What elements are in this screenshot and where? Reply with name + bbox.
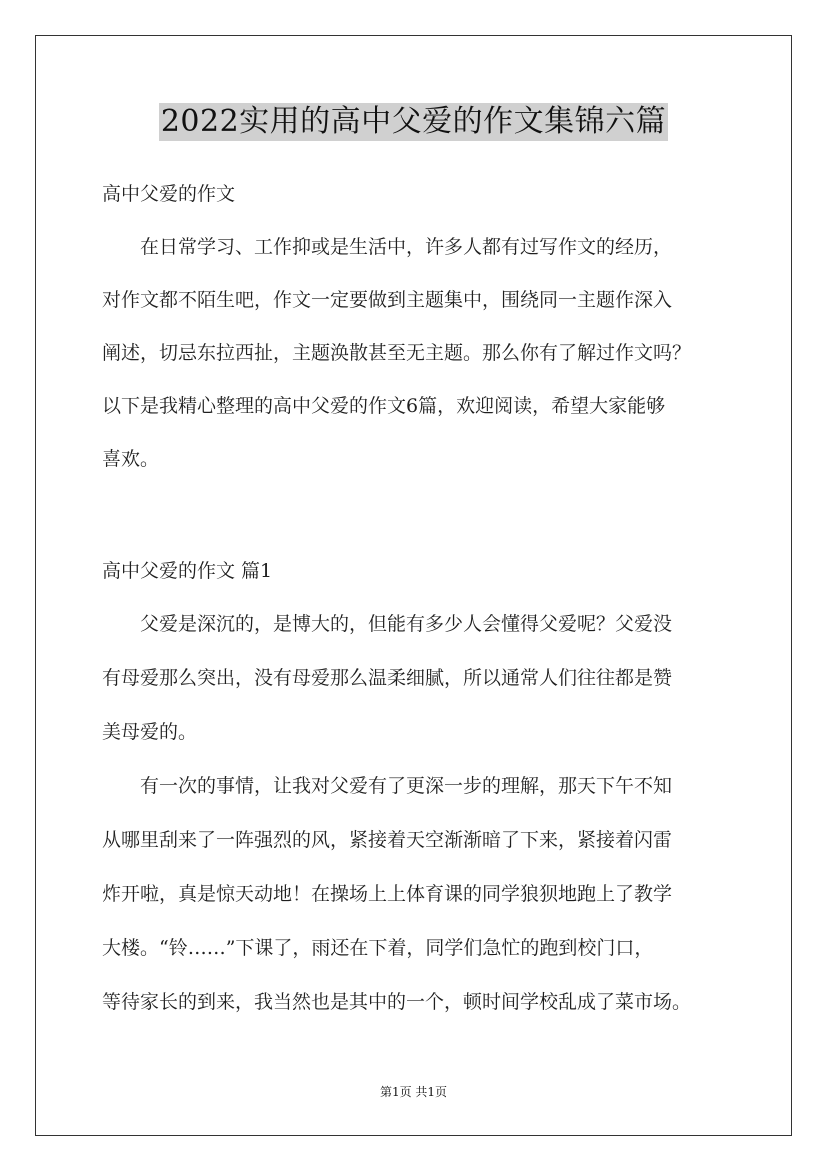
intro-heading: 高中父爱的作文 <box>102 183 236 205</box>
intro-line: 在日常学习、工作抑或是生活中，许多人都有过写作文的经历， <box>102 236 673 258</box>
paragraph-line: 大楼。“铃……”下课了，雨还在下着，同学们急忙的跑到校门口， <box>102 937 654 959</box>
intro-line: 以下是我精心整理的高中父爱的作文6篇，欢迎阅读，希望大家能够 <box>102 395 666 417</box>
paragraph-line: 有一次的事情，让我对父爱有了更深一步的理解，那天下午不知 <box>102 775 673 797</box>
section-heading: 高中父爱的作文 篇1 <box>102 560 273 582</box>
intro-line: 对作文都不陌生吧，作文一定要做到主题集中，围绕同一主题作深入 <box>102 289 673 311</box>
paragraph-line: 父爱是深沉的，是博大的，但能有多少人会懂得父爱呢？父爱没 <box>102 613 673 635</box>
paragraph-line: 等待家长的到来，我当然也是其中的一个，顿时间学校乱成了菜市场。 <box>102 991 692 1013</box>
page-footer: 第1页 共1页 <box>379 1085 448 1099</box>
paragraph-line: 炸开啦，真是惊天动地！在操场上上体育课的同学狼狈地跑上了教学 <box>102 883 673 905</box>
intro-line: 喜欢。 <box>102 448 160 470</box>
intro-line: 阐述，切忌东拉西扯，主题涣散甚至无主题。那么你有了解过作文吗？ <box>102 342 692 364</box>
title-container <box>0 103 827 141</box>
paragraph-line: 美母爱的。 <box>102 721 198 743</box>
paragraph-line: 从哪里刮来了一阵强烈的风，紧接着天空渐渐暗了下来，紧接着闪雷 <box>102 829 673 851</box>
document-title: 2022实用的高中父爱的作文集锦六篇 <box>160 104 667 139</box>
paragraph-line: 有母爱那么突出，没有母爱那么温柔细腻，所以通常人们往往都是赞 <box>102 667 673 689</box>
